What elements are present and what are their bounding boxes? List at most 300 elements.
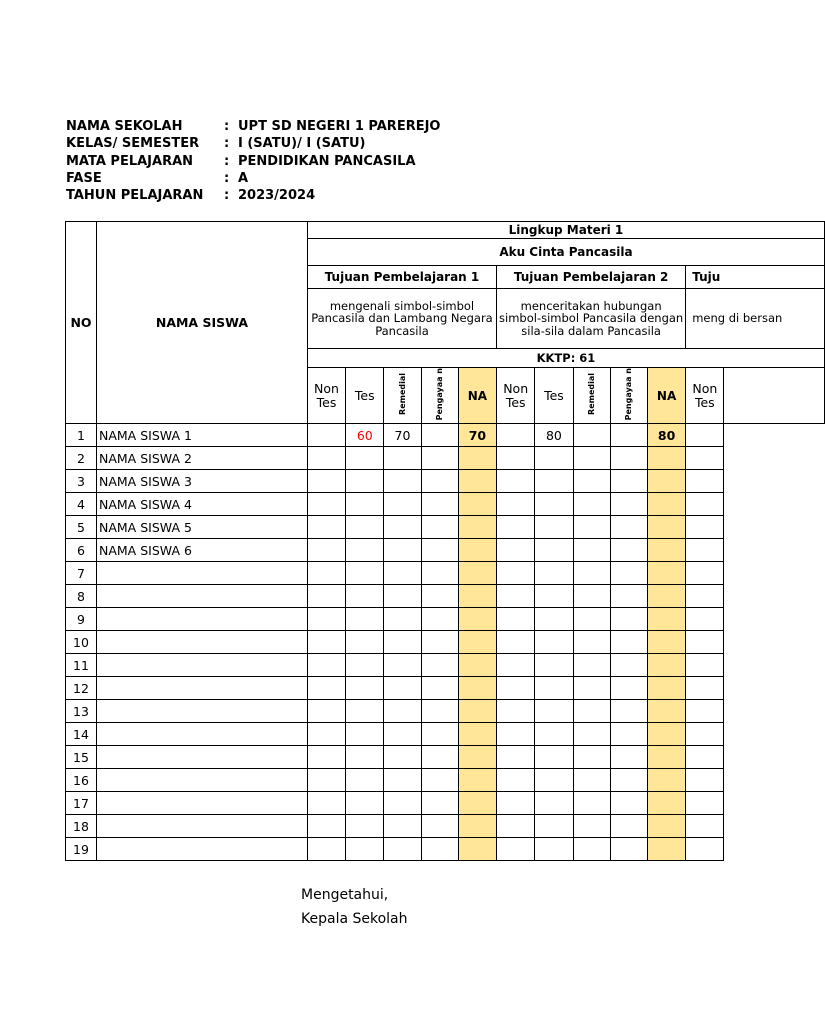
score-cell[interactable] [421, 447, 458, 470]
score-cell[interactable] [497, 815, 535, 838]
na-cell[interactable] [458, 838, 496, 861]
row-number: 12 [66, 677, 97, 700]
score-cell[interactable] [686, 539, 724, 562]
score-cell[interactable] [384, 792, 421, 815]
table-row [66, 792, 825, 815]
score-cell[interactable] [346, 631, 384, 654]
score-cell[interactable] [421, 539, 458, 562]
na-cell[interactable] [647, 746, 685, 769]
score-cell[interactable] [497, 838, 535, 861]
student-name[interactable] [97, 677, 308, 700]
non-tes-header: Non Tes [307, 368, 345, 424]
table-row [66, 838, 825, 861]
score-cell[interactable] [497, 746, 535, 769]
tp1-description: mengenali simbol-simbol Pancasila dan Lambang Negara Pancasila [307, 289, 496, 349]
score-cell[interactable] [346, 815, 384, 838]
kktp-label: KKTP: 61 [307, 349, 824, 368]
na-cell[interactable] [458, 631, 496, 654]
score-cell[interactable] [535, 654, 573, 677]
student-name[interactable] [97, 838, 308, 861]
info-label: KELAS/ SEMESTER [66, 136, 200, 152]
score-cell[interactable] [686, 815, 724, 838]
info-row [66, 187, 440, 204]
score-cell[interactable] [307, 700, 345, 723]
table-row [66, 677, 825, 700]
student-name[interactable] [97, 746, 308, 769]
score-cell[interactable] [497, 539, 535, 562]
student-name[interactable]: NAMA SISWA 1 [97, 424, 308, 447]
score-cell[interactable] [610, 654, 647, 677]
score-cell[interactable] [610, 723, 647, 746]
score-cell[interactable] [384, 746, 421, 769]
row-number: 14 [66, 723, 97, 746]
tes-header: Tes [346, 368, 384, 424]
na-cell[interactable] [458, 769, 496, 792]
score-cell[interactable] [384, 723, 421, 746]
score-cell[interactable] [497, 562, 535, 585]
score-cell[interactable] [346, 585, 384, 608]
na-cell[interactable] [647, 700, 685, 723]
score-cell[interactable] [535, 585, 573, 608]
score-cell[interactable] [384, 493, 421, 516]
score-cell[interactable] [346, 539, 384, 562]
na-cell[interactable] [647, 677, 685, 700]
pengayaan-label: Pengayaa n [435, 368, 445, 421]
score-cell[interactable] [573, 815, 610, 838]
score-cell[interactable] [686, 447, 724, 470]
score-cell[interactable] [686, 677, 724, 700]
score-cell[interactable] [421, 654, 458, 677]
score-cell[interactable] [535, 723, 573, 746]
score-cell[interactable] [686, 424, 724, 447]
score-cell[interactable] [346, 792, 384, 815]
table-row [66, 608, 825, 631]
tp3-header: Tuju [686, 266, 825, 289]
student-name[interactable] [97, 631, 308, 654]
score-cell[interactable] [686, 654, 724, 677]
table-row [66, 769, 825, 792]
score-cell[interactable] [686, 516, 724, 539]
score-cell[interactable] [384, 654, 421, 677]
score-cell[interactable] [421, 815, 458, 838]
score-cell[interactable] [346, 723, 384, 746]
score-cell[interactable] [535, 608, 573, 631]
row-number: 8 [66, 585, 97, 608]
score-cell[interactable] [307, 654, 345, 677]
row-number: 15 [66, 746, 97, 769]
na-cell[interactable] [458, 539, 496, 562]
student-name[interactable]: NAMA SISWA 2 [97, 447, 308, 470]
score-cell[interactable] [686, 723, 724, 746]
score-cell[interactable] [686, 562, 724, 585]
score-cell[interactable] [686, 585, 724, 608]
student-name[interactable] [97, 723, 308, 746]
score-cell[interactable] [346, 447, 384, 470]
na-cell[interactable] [647, 792, 685, 815]
na-cell[interactable] [458, 700, 496, 723]
score-cell[interactable] [307, 677, 345, 700]
score-cell[interactable] [610, 746, 647, 769]
student-name[interactable]: NAMA SISWA 5 [97, 516, 308, 539]
info-label: NAMA SEKOLAH [66, 119, 183, 134]
student-name[interactable]: NAMA SISWA 4 [97, 493, 308, 516]
table-row [66, 631, 825, 654]
score-cell[interactable] [421, 470, 458, 493]
score-cell[interactable] [421, 723, 458, 746]
score-cell[interactable] [573, 424, 610, 447]
score-cell[interactable] [307, 562, 345, 585]
na-cell[interactable] [458, 654, 496, 677]
table-row [66, 815, 825, 838]
score-cell[interactable] [307, 723, 345, 746]
score-cell[interactable] [573, 654, 610, 677]
score-cell[interactable] [421, 700, 458, 723]
score-cell[interactable] [497, 470, 535, 493]
score-cell[interactable] [421, 631, 458, 654]
score-cell[interactable] [497, 654, 535, 677]
score-cell[interactable] [573, 447, 610, 470]
score-cell[interactable] [346, 493, 384, 516]
score-cell[interactable] [610, 585, 647, 608]
na-cell[interactable] [458, 815, 496, 838]
score-cell[interactable] [535, 677, 573, 700]
score-cell[interactable] [535, 470, 573, 493]
na-cell[interactable] [458, 516, 496, 539]
na-header: NA [458, 368, 496, 424]
score-cell[interactable] [610, 792, 647, 815]
score-cell[interactable]: 70 [384, 424, 421, 447]
score-cell[interactable] [307, 815, 345, 838]
na-cell[interactable] [458, 585, 496, 608]
remedial-label: Remedial [587, 373, 597, 416]
score-cell[interactable] [497, 723, 535, 746]
footer-principal: Kepala Sekolah [301, 911, 408, 927]
table-row [66, 424, 825, 447]
table-row [66, 493, 825, 516]
student-name[interactable] [97, 700, 308, 723]
grade-table [65, 221, 825, 861]
score-cell[interactable] [686, 608, 724, 631]
info-value: UPT SD NEGERI 1 PAREREJO [238, 119, 441, 134]
score-cell[interactable] [384, 677, 421, 700]
student-name[interactable]: NAMA SISWA 3 [97, 470, 308, 493]
score-cell[interactable] [421, 562, 458, 585]
non-tes-header: Non Tes [686, 368, 724, 424]
remedial-header [384, 368, 421, 424]
score-cell[interactable] [384, 516, 421, 539]
score-cell[interactable] [307, 539, 345, 562]
remedial-label: Remedial [397, 373, 407, 416]
row-number: 17 [66, 792, 97, 815]
table-row [66, 516, 825, 539]
score-cell[interactable]: 60 [346, 424, 384, 447]
score-cell[interactable] [573, 585, 610, 608]
score-cell[interactable] [307, 608, 345, 631]
student-rows [66, 424, 825, 861]
score-cell[interactable] [535, 447, 573, 470]
score-cell[interactable] [686, 792, 724, 815]
score-cell[interactable] [421, 493, 458, 516]
na-cell[interactable] [458, 608, 496, 631]
score-cell[interactable] [535, 562, 573, 585]
score-cell[interactable] [497, 792, 535, 815]
score-cell[interactable] [384, 700, 421, 723]
score-cell[interactable] [346, 654, 384, 677]
score-cell[interactable] [686, 631, 724, 654]
score-cell[interactable] [421, 838, 458, 861]
score-cell[interactable] [610, 516, 647, 539]
row-number: 5 [66, 516, 97, 539]
score-cell[interactable] [346, 700, 384, 723]
score-cell[interactable] [610, 424, 647, 447]
row-number: 2 [66, 447, 97, 470]
na-cell[interactable] [458, 792, 496, 815]
score-cell[interactable] [610, 769, 647, 792]
score-cell[interactable] [421, 585, 458, 608]
student-name[interactable]: NAMA SISWA 6 [97, 539, 308, 562]
na-cell[interactable] [647, 562, 685, 585]
tp2-header: Tujuan Pembelajaran 2 [497, 266, 686, 289]
score-cell[interactable] [346, 562, 384, 585]
na-cell[interactable] [647, 516, 685, 539]
score-cell[interactable] [686, 746, 724, 769]
student-name[interactable] [97, 792, 308, 815]
na-cell[interactable] [647, 585, 685, 608]
row-number: 7 [66, 562, 97, 585]
tes-header: Tes [535, 368, 573, 424]
table-row [66, 562, 825, 585]
score-cell[interactable] [346, 516, 384, 539]
score-cell[interactable] [346, 769, 384, 792]
score-cell[interactable] [384, 631, 421, 654]
score-cell[interactable] [573, 769, 610, 792]
score-cell[interactable] [307, 424, 345, 447]
student-name[interactable] [97, 608, 308, 631]
score-cell[interactable] [535, 838, 573, 861]
table-row [66, 723, 825, 746]
score-cell[interactable] [573, 792, 610, 815]
na-cell[interactable] [647, 631, 685, 654]
info-colon: : [224, 170, 230, 186]
student-name[interactable] [97, 585, 308, 608]
info-label: MATA PELAJARAN [66, 153, 194, 169]
remedial-header [573, 368, 610, 424]
na-cell[interactable] [647, 769, 685, 792]
score-cell[interactable] [573, 723, 610, 746]
table-row [66, 447, 825, 470]
score-cell[interactable] [307, 470, 345, 493]
score-cell[interactable] [421, 746, 458, 769]
score-cell[interactable] [421, 516, 458, 539]
score-cell[interactable] [307, 447, 345, 470]
score-cell[interactable] [610, 470, 647, 493]
row-number: 3 [66, 470, 97, 493]
student-name[interactable] [97, 769, 308, 792]
na-cell[interactable] [647, 493, 685, 516]
score-cell[interactable] [421, 424, 458, 447]
table-row [66, 654, 825, 677]
score-cell[interactable] [610, 539, 647, 562]
score-cell[interactable] [610, 815, 647, 838]
footer-acknowledge: Mengetahui, [301, 887, 389, 903]
na-cell[interactable] [458, 562, 496, 585]
score-cell[interactable] [497, 585, 535, 608]
score-cell[interactable] [384, 838, 421, 861]
score-cell[interactable] [610, 562, 647, 585]
na-cell[interactable] [458, 746, 496, 769]
info-colon: : [224, 136, 230, 152]
score-cell[interactable] [307, 585, 345, 608]
row-number: 19 [66, 838, 97, 861]
tp1-header: Tujuan Pembelajaran 1 [307, 266, 496, 289]
info-label: FASE [66, 170, 102, 186]
score-cell[interactable] [497, 608, 535, 631]
score-cell[interactable] [610, 493, 647, 516]
score-cell[interactable] [686, 700, 724, 723]
score-cell[interactable] [421, 769, 458, 792]
score-cell[interactable] [384, 447, 421, 470]
na-cell[interactable] [647, 654, 685, 677]
score-cell[interactable] [535, 769, 573, 792]
score-cell[interactable] [686, 470, 724, 493]
score-cell[interactable] [535, 516, 573, 539]
na-cell[interactable] [458, 447, 496, 470]
score-cell[interactable] [497, 516, 535, 539]
na-cell[interactable] [647, 838, 685, 861]
tp3-description: meng di bersan [686, 289, 825, 349]
score-cell[interactable] [573, 700, 610, 723]
score-cell[interactable] [610, 677, 647, 700]
info-label: TAHUN PELAJARAN [66, 188, 204, 204]
score-cell[interactable] [573, 562, 610, 585]
school-info [66, 118, 440, 204]
row-number: 1 [66, 424, 97, 447]
lingkup-header: Lingkup Materi 1 [307, 222, 824, 239]
na-cell[interactable] [458, 470, 496, 493]
na-cell[interactable] [647, 470, 685, 493]
table-row [66, 585, 825, 608]
na-cell[interactable] [458, 493, 496, 516]
no-header: NO [66, 222, 97, 424]
score-cell[interactable] [307, 493, 345, 516]
score-cell[interactable] [535, 631, 573, 654]
score-cell[interactable] [497, 700, 535, 723]
na-cell[interactable]: 80 [647, 424, 685, 447]
score-cell[interactable] [384, 608, 421, 631]
non-tes-header: Non Tes [497, 368, 535, 424]
score-cell[interactable] [535, 792, 573, 815]
score-cell[interactable] [535, 746, 573, 769]
na-cell[interactable] [647, 608, 685, 631]
score-cell[interactable] [573, 470, 610, 493]
score-cell[interactable] [307, 746, 345, 769]
score-cell[interactable] [573, 631, 610, 654]
score-cell[interactable] [535, 493, 573, 516]
score-cell[interactable] [686, 493, 724, 516]
row-number: 9 [66, 608, 97, 631]
score-cell[interactable] [497, 424, 535, 447]
score-cell[interactable] [573, 608, 610, 631]
pengayaan-header [610, 368, 647, 424]
score-cell[interactable] [610, 447, 647, 470]
table-row [66, 746, 825, 769]
score-cell[interactable] [610, 608, 647, 631]
score-cell[interactable] [573, 539, 610, 562]
score-cell[interactable] [346, 677, 384, 700]
score-cell[interactable] [307, 516, 345, 539]
score-cell[interactable]: 80 [535, 424, 573, 447]
score-cell[interactable] [346, 470, 384, 493]
na-cell[interactable] [647, 723, 685, 746]
score-cell[interactable] [573, 677, 610, 700]
na-cell[interactable] [458, 723, 496, 746]
score-cell[interactable] [346, 746, 384, 769]
info-row [66, 170, 440, 187]
row-number: 16 [66, 769, 97, 792]
score-cell[interactable] [307, 769, 345, 792]
na-cell[interactable] [458, 677, 496, 700]
score-cell[interactable] [535, 539, 573, 562]
score-cell[interactable] [384, 769, 421, 792]
score-cell[interactable] [573, 516, 610, 539]
student-name[interactable] [97, 562, 308, 585]
score-cell[interactable] [497, 631, 535, 654]
row-number: 11 [66, 654, 97, 677]
score-cell[interactable] [307, 792, 345, 815]
info-colon: : [224, 188, 230, 204]
score-cell[interactable] [421, 792, 458, 815]
score-cell[interactable] [384, 562, 421, 585]
info-row [66, 135, 440, 152]
score-cell[interactable] [610, 700, 647, 723]
student-name[interactable] [97, 654, 308, 677]
score-cell[interactable] [497, 493, 535, 516]
score-cell[interactable] [307, 838, 345, 861]
score-cell[interactable] [610, 631, 647, 654]
score-cell[interactable] [535, 815, 573, 838]
score-cell[interactable] [497, 447, 535, 470]
na-cell[interactable]: 70 [458, 424, 496, 447]
score-cell[interactable] [384, 815, 421, 838]
score-cell[interactable] [573, 493, 610, 516]
score-cell[interactable] [384, 539, 421, 562]
student-name[interactable] [97, 815, 308, 838]
score-cell[interactable] [535, 700, 573, 723]
na-cell[interactable] [647, 447, 685, 470]
score-cell[interactable] [497, 769, 535, 792]
score-cell[interactable] [421, 677, 458, 700]
row-number: 10 [66, 631, 97, 654]
score-cell[interactable] [686, 838, 724, 861]
score-cell[interactable] [497, 677, 535, 700]
na-cell[interactable] [647, 539, 685, 562]
info-value: PENDIDIKAN PANCASILA [238, 153, 416, 169]
score-cell[interactable] [307, 631, 345, 654]
score-cell[interactable] [384, 585, 421, 608]
score-cell[interactable] [573, 746, 610, 769]
score-cell[interactable] [346, 608, 384, 631]
score-cell[interactable] [573, 838, 610, 861]
topic-header: Aku Cinta Pancasila [307, 239, 824, 266]
info-row [66, 118, 440, 135]
info-value: 2023/2024 [238, 188, 316, 204]
score-cell[interactable] [346, 838, 384, 861]
score-cell[interactable] [421, 608, 458, 631]
score-cell[interactable] [610, 838, 647, 861]
na-cell[interactable] [647, 815, 685, 838]
score-cell[interactable] [384, 470, 421, 493]
score-cell[interactable] [686, 769, 724, 792]
